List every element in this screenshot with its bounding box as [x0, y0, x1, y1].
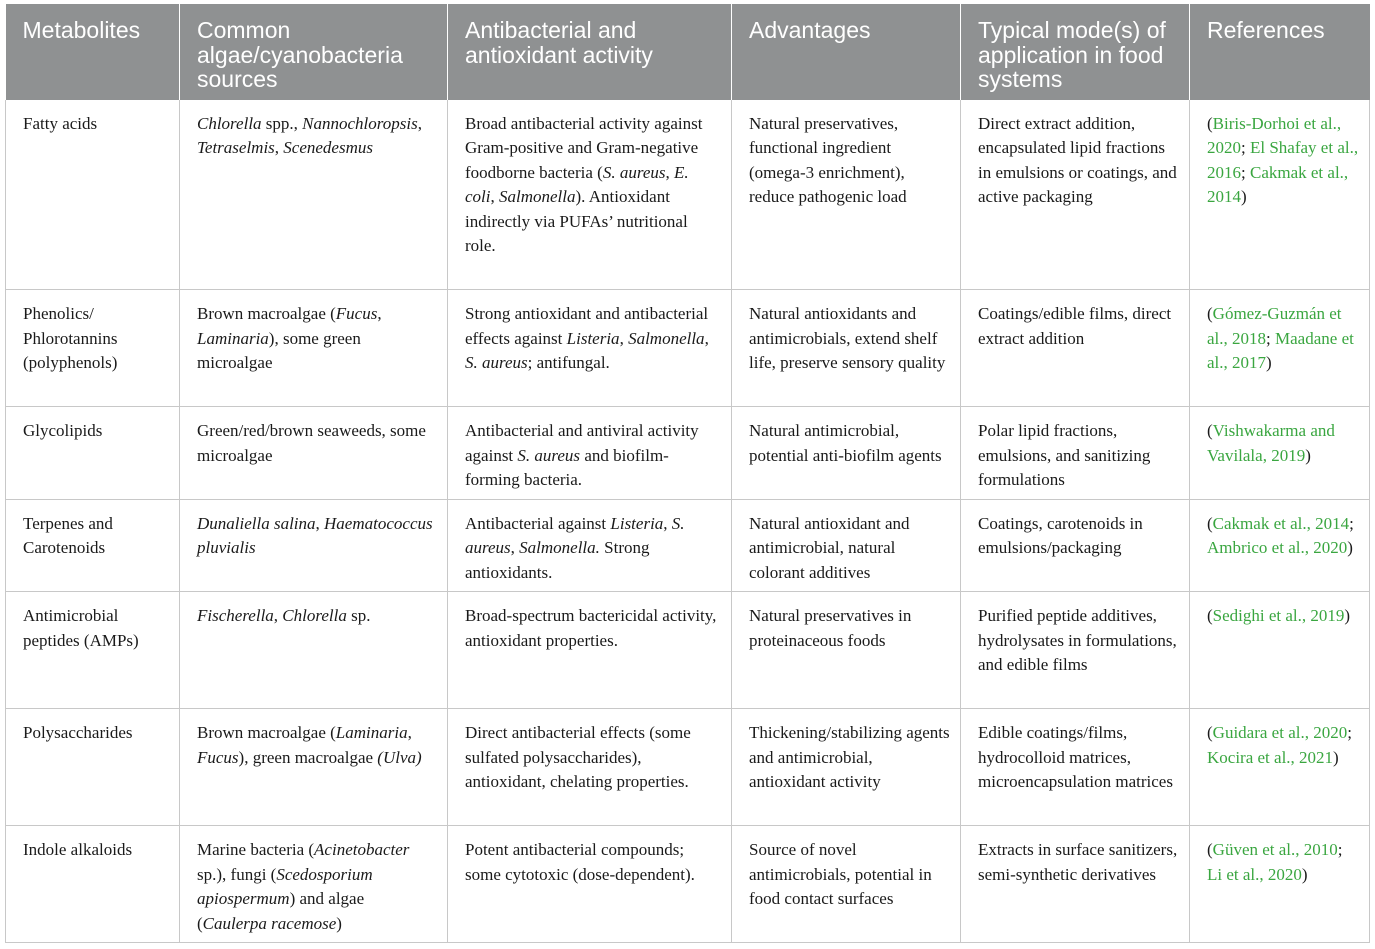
cell-application: Purified peptide additives, hydrolysates in formulations, and edible films	[961, 592, 1190, 709]
table-row	[6, 407, 1370, 500]
header-activity: Antibacterial and antioxidant activity	[448, 4, 732, 100]
table-row	[6, 499, 1370, 592]
references-segment: )	[1305, 445, 1311, 465]
table-row	[6, 826, 1370, 943]
cell-application: Direct extract addition, encapsulated lipid fractions in emulsions or coatings, and active packaging	[961, 100, 1190, 290]
cell-metabolite: Antimicrobial peptides (AMPs)	[6, 592, 180, 709]
cell-activity	[448, 826, 732, 943]
activity-segment: Direct antibacterial effects (some sulfated polysaccharides), antioxidant, chelating properties.	[465, 723, 691, 791]
sources-segment: Fucus	[197, 747, 239, 767]
cell-references	[1190, 592, 1370, 709]
sources-segment: ,	[274, 138, 284, 157]
cell-references	[1190, 100, 1370, 290]
references-segment: (	[1207, 113, 1213, 133]
activity-segment: Salmonella	[628, 328, 705, 348]
references-segment[interactable]: Kocira et al., 2021	[1207, 747, 1334, 767]
activity-segment: S. aureus	[465, 353, 528, 372]
references-segment: ;	[1266, 328, 1276, 348]
activity-segment: ,	[704, 328, 709, 348]
cell-application: Edible coatings/films, hydrocolloid matrices, microencapsulation matrices	[961, 709, 1190, 826]
sources-segment: Nannochloropsis	[302, 113, 418, 133]
cell-advantages: Natural antimicrobial, potential anti-biofilm agents	[732, 407, 961, 500]
activity-segment: E. coli	[465, 162, 689, 206]
sources-segment: sp.	[346, 606, 371, 625]
references-segment[interactable]: Maadane et al., 2017	[1207, 328, 1354, 372]
references-segment: ;	[1241, 162, 1250, 182]
cell-sources	[180, 290, 448, 407]
cell-application: Extracts in surface sanitizers, semi-synthetic derivatives	[961, 826, 1190, 943]
sources-segment: Dunaliella salina	[197, 513, 316, 533]
cell-metabolite: Fatty acids	[6, 100, 180, 290]
references-segment[interactable]: Gómez-Guzmán et al., 2018	[1207, 304, 1342, 348]
sources-segment: Laminaria	[197, 328, 269, 348]
sources-segment: Fischerella	[197, 606, 274, 625]
cell-metabolite: Glycolipids	[6, 407, 180, 500]
cell-advantages: Source of novel antimicrobials, potential in food contact surfaces	[732, 826, 961, 943]
references-segment[interactable]: Cakmak et al., 2014	[1207, 162, 1349, 206]
sources-segment: Caulerpa racemose	[202, 913, 337, 933]
cell-advantages: Natural preservatives, functional ingredient (omega-3 enrichment), reduce pathogenic load	[732, 100, 961, 290]
cell-activity	[448, 499, 732, 592]
references-segment: (	[1207, 513, 1213, 533]
references-segment: )	[1241, 187, 1247, 206]
activity-segment: ,	[490, 187, 499, 206]
cell-sources	[180, 407, 448, 500]
references-segment[interactable]: Guidara et al., 2020	[1212, 723, 1348, 742]
table-row	[6, 290, 1370, 407]
sources-segment: ) and algae (	[197, 889, 365, 933]
activity-segment: ,	[619, 328, 629, 348]
sources-segment: ,	[315, 513, 325, 533]
references-segment[interactable]: Li et al., 2020	[1207, 864, 1302, 884]
references-segment[interactable]: Vishwakarma and Vavilala, 2019	[1207, 421, 1335, 465]
references-segment: ;	[1241, 138, 1250, 157]
activity-segment: Antibacterial and antiviral activity against	[465, 421, 699, 465]
activity-segment: ,	[665, 162, 674, 182]
cell-references	[1190, 499, 1370, 592]
table-row	[6, 100, 1370, 290]
references-segment: )	[1333, 747, 1339, 767]
references-segment: (	[1207, 723, 1213, 742]
references-segment: ;	[1347, 723, 1352, 742]
references-segment[interactable]: Biris-Dorhoi et al., 2020	[1207, 113, 1342, 157]
cell-sources	[180, 709, 448, 826]
activity-segment: ; antifungal.	[527, 353, 610, 372]
cell-advantages: Natural antioxidant and antimicrobial, natural colorant additives	[732, 499, 961, 592]
cell-activity	[448, 290, 732, 407]
cell-metabolite: Indole alkaloids	[6, 826, 180, 943]
metabolites-table	[5, 4, 1370, 943]
references-segment: (	[1207, 421, 1213, 440]
activity-segment: and biofilm-forming bacteria.	[465, 445, 669, 489]
sources-segment: )	[336, 913, 342, 933]
table-row	[6, 709, 1370, 826]
activity-segment: S. aureus	[517, 445, 581, 465]
sources-segment: sp.), fungi (	[197, 864, 277, 884]
activity-segment: ,	[510, 538, 520, 557]
activity-segment: Salmonella	[499, 187, 576, 206]
references-segment[interactable]: Cakmak et al., 2014	[1212, 513, 1350, 533]
cell-activity	[448, 100, 732, 290]
sources-segment: Brown macroalgae (	[197, 723, 336, 742]
cell-advantages: Natural preservatives in proteinaceous foods	[732, 592, 961, 709]
references-segment: )	[1347, 538, 1353, 557]
activity-segment: S. aureus	[465, 513, 685, 557]
cell-activity	[448, 709, 732, 826]
sources-segment: ), some green microalgae	[197, 328, 361, 372]
cell-references	[1190, 709, 1370, 826]
cell-application: Coatings/edible films, direct extract addition	[961, 290, 1190, 407]
sources-segment: Chlorella	[197, 113, 262, 133]
sources-segment: Scenedesmus	[283, 138, 373, 157]
activity-segment: Strong antioxidants.	[465, 538, 650, 582]
sources-segment: ,	[407, 723, 412, 742]
cell-activity	[448, 407, 732, 500]
header-advantages: Advantages	[732, 4, 961, 100]
sources-segment: ,	[377, 304, 382, 323]
sources-segment: spp.,	[261, 113, 303, 133]
sources-segment: Brown macroalgae (	[197, 304, 336, 323]
references-segment: ;	[1349, 513, 1354, 533]
activity-segment: Strong antioxidant and antibacterial effects against	[465, 304, 709, 348]
activity-segment: ). Antioxidant indirectly via PUFAs’ nutritional role.	[465, 187, 688, 255]
references-segment[interactable]: Ambrico et al., 2020	[1207, 538, 1348, 557]
table-body	[6, 100, 1370, 943]
references-segment: (	[1207, 840, 1213, 859]
table-row	[6, 592, 1370, 709]
cell-application: Coatings, carotenoids in emulsions/packaging	[961, 499, 1190, 592]
header-sources: Common algae/cyanobacteria sources	[180, 4, 448, 100]
sources-segment: Fucus	[335, 304, 378, 323]
cell-application: Polar lipid fractions, emulsions, and sanitizing formulations	[961, 407, 1190, 500]
sources-segment: Tetraselmis	[197, 138, 275, 157]
sources-segment: ), green macroalgae	[238, 747, 378, 767]
references-segment: (	[1207, 304, 1213, 323]
cell-references	[1190, 290, 1370, 407]
activity-segment: Salmonella.	[519, 538, 600, 557]
references-segment[interactable]: El Shafay et al., 2016	[1207, 138, 1359, 182]
sources-segment: ,	[273, 606, 283, 625]
references-segment: )	[1344, 606, 1351, 625]
cell-activity	[448, 592, 732, 709]
references-segment: )	[1266, 353, 1272, 372]
activity-segment: Potent antibacterial compounds; some cytotoxic (dose-dependent).	[465, 840, 695, 884]
activity-segment: S. aureus	[602, 162, 666, 182]
cell-sources	[180, 100, 448, 290]
cell-sources	[180, 499, 448, 592]
cell-metabolite: Polysaccharides	[6, 709, 180, 826]
cell-sources	[180, 592, 448, 709]
sources-segment: Marine bacteria (	[197, 840, 315, 859]
sources-segment: Chlorella	[282, 606, 347, 625]
sources-segment: Laminaria	[335, 723, 408, 742]
table-header-row	[6, 4, 1370, 100]
sources-segment: ,	[417, 113, 422, 133]
activity-segment: Broad antibacterial activity against Gram-positive and Gram-negative foodborne bacteria (	[465, 113, 703, 182]
activity-segment: Broad-spectrum bactericidal activity, antioxidant properties.	[465, 606, 717, 650]
references-segment[interactable]: Sedighi et al., 2019	[1212, 606, 1345, 625]
activity-segment: Antibacterial against	[465, 513, 611, 533]
cell-advantages: Thickening/stabilizing agents and antimicrobial, antioxidant activity	[732, 709, 961, 826]
sources-segment: Acinetobacter	[314, 840, 410, 859]
activity-segment: Listeria	[610, 513, 664, 533]
header-application: Typical mode(s) of application in food systems	[961, 4, 1190, 100]
cell-references	[1190, 826, 1370, 943]
references-segment[interactable]: Güven et al., 2010	[1212, 840, 1338, 859]
cell-sources	[180, 826, 448, 943]
sources-segment: Green/red/brown seaweeds, some microalgae	[197, 421, 426, 465]
sources-segment: Scedosporium apiospermum	[197, 864, 373, 908]
sources-segment: (Ulva)	[377, 747, 422, 767]
cell-metabolite: Phenolics/ Phlorotannins (polyphenols)	[6, 290, 180, 407]
sources-segment: Haematococcus pluvialis	[197, 513, 433, 557]
references-segment: ;	[1337, 840, 1343, 859]
activity-segment: Listeria	[566, 328, 620, 348]
references-segment: (	[1207, 606, 1213, 625]
cell-advantages: Natural antioxidants and antimicrobials, extend shelf life, preserve sensory quality	[732, 290, 961, 407]
activity-segment: ,	[663, 513, 672, 533]
header-references: References	[1190, 4, 1370, 100]
cell-references	[1190, 407, 1370, 500]
header-metabolites: Metabolites	[6, 4, 180, 100]
cell-metabolite: Terpenes and Carotenoids	[6, 499, 180, 592]
references-segment: )	[1301, 864, 1308, 884]
